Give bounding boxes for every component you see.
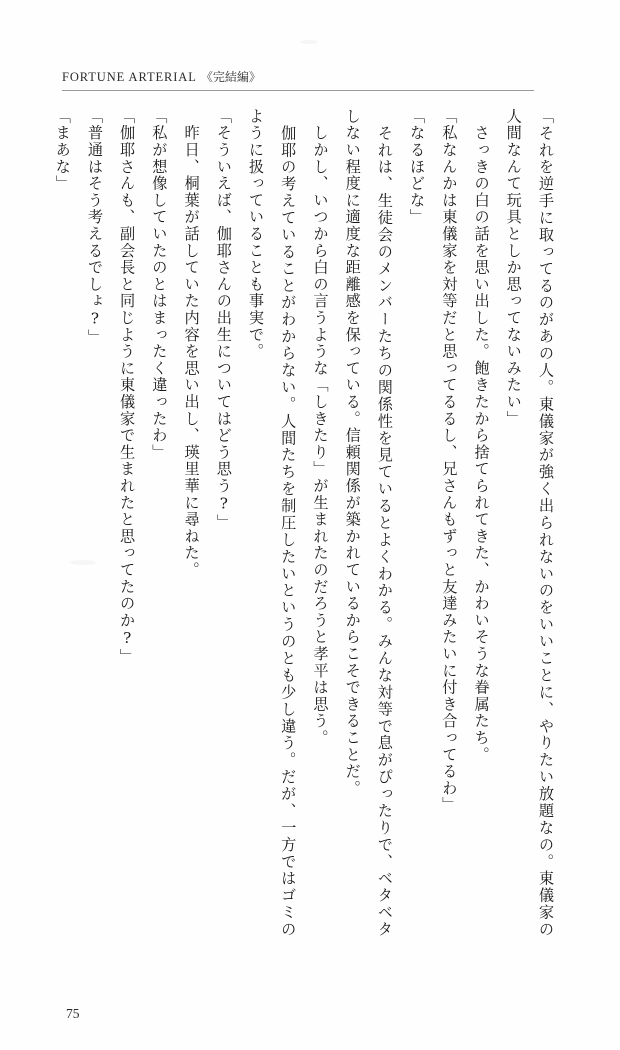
body-text [53,108,562,938]
paragraph: 「伽耶さんも、副会長と同じように東儀家で生まれたと思ってたのか?」 [118,108,137,666]
paragraph: しかし、いつから白の言うような「しきたり」が生まれたのだろうと孝平は思う。 [311,108,330,747]
paragraph: 昨日、桐葉が話していた内容を思い出し、瑛里華に尋ねた。 [182,108,201,579]
paragraph: 「それを逆手に取ってるのがあの人。東儀家が強く出られないのをいいことに、やりたい放題なの。東儀家の人間なんて玩具としか思ってないみたい」 [504,108,555,938]
paragraph: 「なるほどな」 [408,108,427,226]
paragraph: それは、生徒会のメンバーたちの関係性を見ているとよくわかる。みんな対等で息がぴったりで、ベタベタしない程度に適度な距離感を保っている。信頼関係が築かれているからこそできることだ。 [343,108,394,938]
paragraph: 「そういえば、伽耶さんの出生についてはどう思う?」 [214,108,233,531]
running-head-series: FORTUNE ARTERIAL [62,70,197,84]
running-head [62,68,261,85]
paragraph: 「まあな」 [53,108,72,192]
page-number: 75 [66,1006,80,1021]
paragraph: さっきの白の話を思い出した。飽きたから捨てられてきた、かわいそうな眷属たち。 [472,108,491,764]
paragraph: 「私なんかは東儀家を対等だと思ってるるし、兄さんもずっと友達みたいに付き合ってるわ」 [440,108,459,814]
paragraph: 伽耶の考えていることがわからない。人間たちを制圧したいというのとも少し違う。だが、一方ではゴミのように扱っていることも事実で。 [247,108,298,938]
header-divider [62,90,534,91]
running-head-volume: 《完結編》 [200,70,261,84]
paragraph: 「普通はそう考えるでしょ?」 [85,108,104,346]
page-smudge [300,40,318,44]
paragraph: 「私が想像していたのとはまったく違ったわ」 [150,108,169,461]
